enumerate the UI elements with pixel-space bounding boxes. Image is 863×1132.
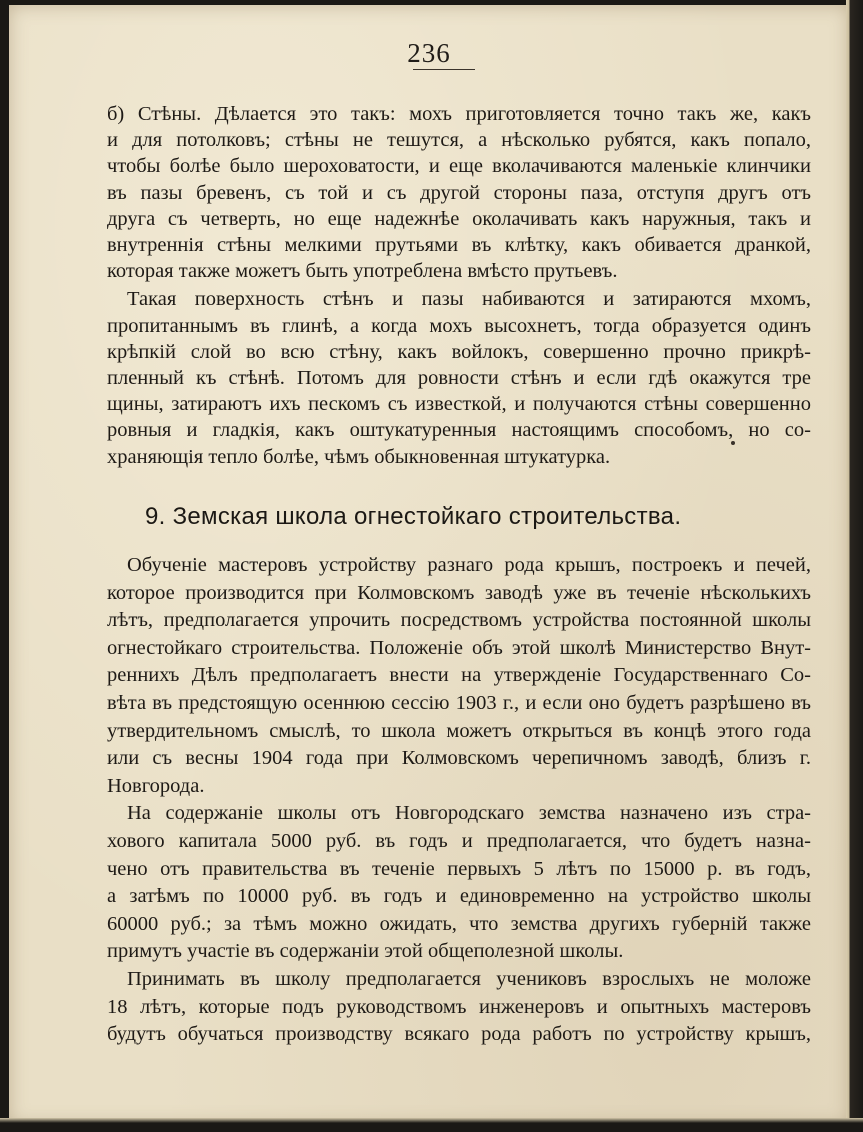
text-line: или съ весны 1904 года при Колмовскомъ черепичномъ заводѣ, близъ г. [107,747,811,770]
text-line: б) Стѣны. Дѣлается это такъ: мохъ приготовляется точно такъ же, какъ [107,103,811,125]
page-edge-right [846,0,863,1132]
text-line: лѣтъ, предполагается упрочить посредствомъ устройства постоянной школы [107,609,811,632]
paragraph-surface [107,286,811,469]
text-line: и для потолковъ; стѣны не тешутся, а нѣсколько рубятся, какъ попало, [107,129,811,152]
page-number: 236 [407,38,451,68]
text-line: которое производится при Колмовскомъ заводѣ уже въ теченіе нѣсколькихъ [107,581,811,604]
text-line: а затѣмъ по 10000 руб. въ годъ и единовременно на устройство школы [107,885,811,908]
text-line: пропитаннымъ въ глинѣ, а когда мохъ высохнетъ, тогда образуется одинъ [107,314,811,337]
text-line: храняющія тепло болѣе, чѣмъ обыкновенная штукатурка. [107,445,611,468]
text-line: примутъ участіе въ содержаніи этой общеполезной школы. [107,940,624,963]
text-line: На содержаніе школы отъ Новгородскаго земства назначено изъ стра- [127,802,811,825]
text-line: внутреннія стѣны мелкими прутьями въ клѣтку, какъ обивается дранкой, [107,234,811,257]
text-line: утвердительномъ смыслѣ, то школа можетъ открыться въ концѣ этого года [107,719,811,742]
text-line: огнестойкаго строительства. Положеніе объ этой школѣ Министерство Внут- [107,636,811,659]
section-heading: 9. Земская школа огнестойкаго строительства. [145,503,682,530]
text-line: Принимать въ школу предполагается учениковъ взрослыхъ не моложе [127,967,811,990]
text-block-lower [107,552,811,1049]
text-line: будутъ обучаться производству всякаго рода работъ по устройству крышъ, [107,1023,811,1046]
text-line: крѣпкій слой во всю стѣну, какъ войлокъ, совершенно прочно прикрѣ- [107,340,811,363]
text-line: Обученіе мастеровъ устройству разнаго рода крышъ, построекъ и печей, [127,554,811,576]
text-line: Новгорода. [107,774,205,797]
page-edge-bottom [0,1118,863,1132]
text-line: реннихъ Дѣлъ предполагаетъ внести на утвержденіе Государственнаго Со- [107,664,811,687]
text-line: 60000 руб.; за тѣмъ можно ожидать, что земства другихъ губерній также [107,912,811,935]
paper-sheet [9,5,849,1125]
text-line: чено отъ правительства въ теченіе первыхъ 5 лѣтъ по 15000 р. въ годъ, [107,857,811,880]
paragraph-admission [107,966,811,1049]
text-line: 18 лѣтъ, которые подъ руководствомъ инженеровъ и опытныхъ мастеровъ [107,995,811,1018]
text-line: друга съ четверть, но еще надежнѣе околачивать какъ наружныя, такъ и [107,207,811,230]
text-line: вѣта въ предстоящую осеннюю сессію 1903 г., и если оно будетъ разрѣшено въ [107,691,811,714]
text-line: ровныя и гладкія, какъ оштукатуренныя настоящимъ способомъ, но со- [107,419,811,442]
page-number-rule [413,69,475,70]
text-line: чтобы болѣе было шероховатости, и еще вколачиваются маленькіе клинчики [107,155,811,178]
text-line: хового капитала 5000 руб. въ годъ и предполагается, что будетъ назна- [107,829,811,852]
text-line: щины, затираютъ ихъ пескомъ съ известкой, и получаются стѣны совершенно [107,393,811,416]
paragraph-walls [107,101,811,284]
text-block-upper [107,101,811,470]
text-line: въ пазы бревенъ, съ той и съ другой стороны паза, отступя другъ отъ [107,181,811,204]
ink-speck [731,441,735,445]
text-line: пленный къ стѣнѣ. Потомъ для ровности стѣнъ и если гдѣ окажутся тре [107,367,811,390]
paragraph-training [107,552,811,800]
text-line: Такая поверхность стѣнъ и пазы набиваются и затираются мхомъ, [127,288,811,311]
text-line: которая также можетъ быть употреблена вмѣсто прутьевъ. [107,260,618,283]
paragraph-funding [107,800,811,966]
